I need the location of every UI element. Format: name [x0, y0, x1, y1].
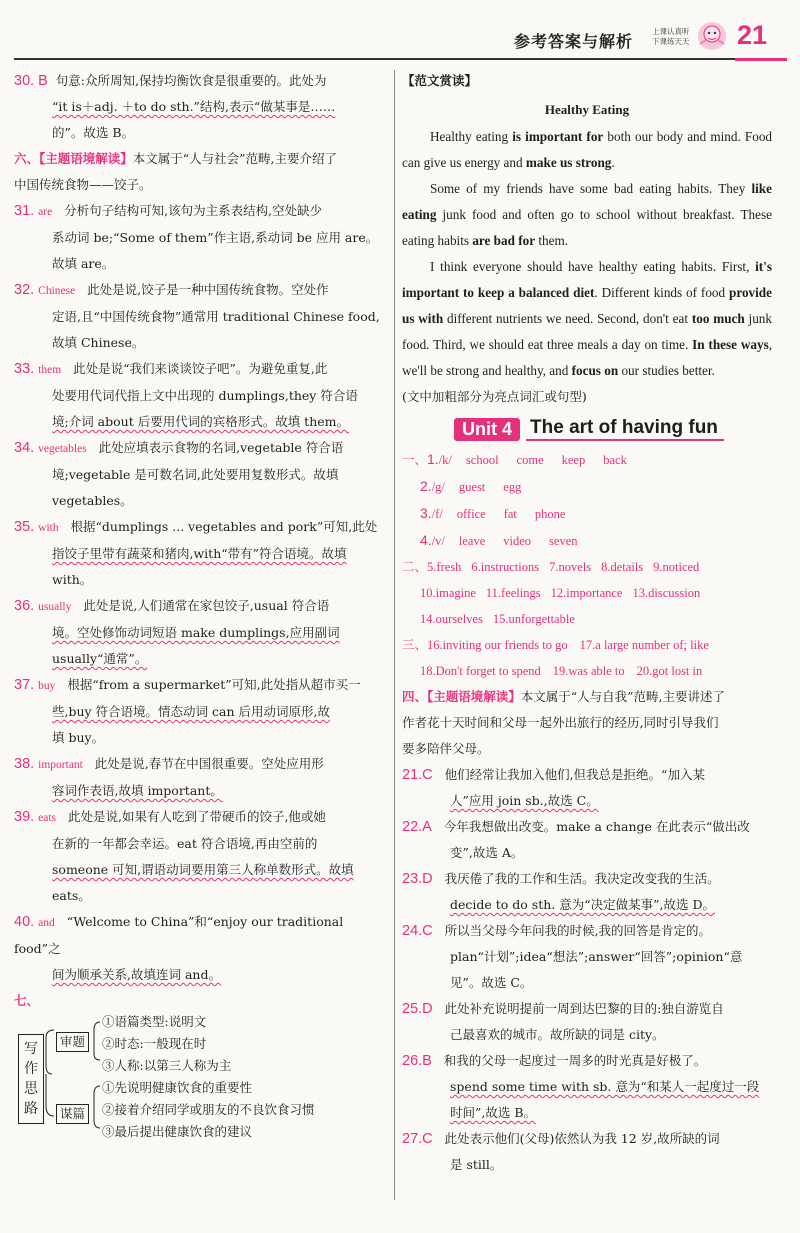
section-2 [402, 554, 772, 632]
q-text-1: 此处应填表示食物的名词,vegetable 符合语 [98, 440, 344, 455]
outline-item: ①先说明健康饮食的重要性 [102, 1080, 253, 1095]
q-text-1: 分析句子结构可知,该句为主系表结构,空处缺少 [64, 203, 323, 218]
q-text-1: 此处表示他们(父母)依然认为我 12 岁,故所缺的词 [444, 1131, 720, 1146]
answer-40 [14, 909, 388, 988]
review-label: 审题 [56, 1032, 89, 1052]
q-text-1: 句意:众所周知,保持均衡饮食是很重要的。此处为 [55, 73, 327, 88]
q-answer: vegetables [38, 443, 87, 455]
section-4-intro [402, 684, 772, 762]
vocab-row: 4./v/ leave video seven [420, 532, 578, 548]
q-answer: them [38, 364, 62, 376]
tagline-line1: 上课认真听 [652, 27, 690, 36]
answer-22 [402, 814, 772, 866]
outline-item: ②接着介绍同学或朋友的不良饮食习惯 [102, 1102, 315, 1117]
q-text-1: 今年我想做出改变。make a change 在此表示“做出改 [443, 819, 750, 834]
q-answer: usually [38, 601, 72, 613]
answer-25 [402, 996, 772, 1048]
q-text-2: 系动词 be;“Some of them”作主语,系动词 be 应用 are。 [52, 230, 379, 245]
q-text-1: 此处是说,春节在中国很重要。空处应用形 [94, 756, 324, 771]
answer-26 [402, 1048, 772, 1126]
section-6-intro [14, 146, 388, 198]
answer-row: 10.imagine 11.feelings 12.importance 13.discussion [420, 586, 701, 600]
q-answer: eats [38, 812, 57, 824]
essay-title: Healthy Eating [544, 102, 630, 117]
section-6-text-1: 本文属于“人与社会”范畴,主要介绍了 [132, 151, 338, 166]
header-accent-bar [735, 58, 787, 61]
unit-title: The art of having fun [526, 417, 724, 441]
section-7-head: 七、 [14, 993, 40, 1008]
q-text-2: 间为顺承关系,故填连词 and。 [52, 967, 221, 982]
q-text-1: 此处是说“我们来谈谈饺子吧”。为避免重复,此 [73, 361, 328, 376]
section-7 [14, 988, 388, 1139]
q-text-3: vegetables。 [52, 493, 133, 508]
tagline-line2: 下课练天天 [652, 37, 690, 46]
q-text-2: 容词作表语,故填 important。 [52, 783, 223, 798]
answer-row: 三、16.inviting our friends to go 17.a large number of; like [402, 638, 709, 652]
q-text-2: 己最喜欢的城市。故所缺的词是 city。 [450, 1027, 665, 1042]
q-text-2: 人”应用 join sb.,故选 C。 [450, 793, 599, 808]
q-text-3: 境;介词 about 后要用代词的宾格形式。故填 them。 [52, 414, 350, 429]
answer-38 [14, 751, 388, 804]
answer-24 [402, 918, 772, 996]
q-answer: D [422, 1001, 433, 1017]
essay-paragraph-1: Healthy eating is important for both our body and mind. Food can give us energy and make us strong. [402, 129, 773, 170]
q-number: 36. [14, 598, 35, 614]
q-number: 39. [14, 809, 35, 825]
q-number: 40. [14, 914, 35, 930]
page-header [0, 0, 800, 62]
q-answer: and [38, 917, 55, 929]
q-answer: D [422, 871, 433, 887]
right-column [402, 68, 772, 1178]
answer-35 [14, 514, 388, 593]
answer-row: 二、5.fresh 6.instructions 7.novels 8.details 9.noticed [402, 560, 700, 574]
section-6-text-2: 中国传统食物——饺子。 [14, 177, 152, 192]
q-text-1: “Welcome to China”和“enjoy our traditional food”之 [14, 914, 344, 956]
outline-item: ③人称:以第三人称为主 [102, 1058, 232, 1073]
q-number: 23. [402, 871, 423, 887]
q-answer: with [38, 522, 59, 534]
answer-21 [402, 762, 772, 814]
vocab-row: 一、1./k/ school come keep back [402, 451, 627, 467]
answer-23 [402, 866, 772, 918]
q-text-3: 的”。故选 B。 [52, 125, 135, 140]
q-text-2: 指饺子里带有蔬菜和猪肉,with“带有”符合语境。故填 [52, 546, 347, 561]
q-text-3: someone 可知,谓语动词要用第三人称单数形式。故填 [52, 862, 354, 877]
q-answer: are [38, 206, 53, 218]
q-number: 25. [402, 1001, 423, 1017]
header-divider [14, 58, 784, 60]
q-answer: B [422, 1053, 432, 1069]
vocab-row: 3./f/ office fat phone [420, 505, 566, 521]
answer-31 [14, 198, 388, 277]
q-number: 38. [14, 756, 35, 772]
answer-37 [14, 672, 388, 751]
unit-banner [454, 416, 772, 442]
section-6-head: 六、【主题语境解读】 [14, 151, 133, 166]
section-3 [402, 632, 772, 684]
page-number: 21 [737, 20, 768, 50]
q-text-3: 填 buy。 [52, 730, 105, 745]
q-text-3: 故填 are。 [52, 256, 115, 271]
q-number: 31. [14, 203, 35, 219]
q-number: 30. [14, 73, 35, 89]
answer-row: 18.Don't forget to spend 19.was able to 20.got lost in [420, 664, 703, 678]
q-answer: C [422, 767, 433, 783]
q-text-2: spend some time with sb. 意为“和某人一起度过一段 [450, 1079, 760, 1094]
answer-34 [14, 435, 388, 514]
q-number: 27. [402, 1131, 423, 1147]
q-text-2: 境。空处修饰动词短语 make dumplings,应用副词 [52, 625, 340, 640]
q-text-1: 所以当父母今年问我的时候,我的回答是肯定的。 [444, 923, 712, 938]
q-text-2: 些,buy 符合语境。情态动词 can 后用动词原形,故 [52, 704, 330, 719]
q-answer: important [38, 759, 83, 771]
mascot-logo-icon [694, 18, 730, 54]
q-text-1: 此处是说,如果有人吃到了带硬币的饺子,他或她 [67, 809, 326, 824]
outline-item: ②时态:一般现在时 [102, 1036, 207, 1051]
q-text-4: eats。 [52, 888, 91, 903]
q-text-1: 此处是说,人们通常在家包饺子,usual 符合语 [83, 598, 330, 613]
q-text-1: 他们经常让我加入他们,但我总是拒绝。“加入某 [444, 767, 705, 782]
header-title: 参考答案与解析 [514, 32, 634, 51]
q-answer: B [38, 73, 48, 89]
q-text-2: “it is＋adj. ＋to do sth.”结构,表示“做某事是…… [52, 99, 336, 114]
q-text-3: 见”。故选 C。 [450, 975, 533, 990]
structure-label: 谋篇 [56, 1104, 89, 1124]
q-text-3: 时间”,故选 B。 [450, 1105, 537, 1120]
answer-row: 14.ourselves 15.unforgettable [420, 612, 575, 626]
q-number: 37. [14, 677, 35, 693]
q-answer: C [422, 923, 433, 939]
essay-note: (文中加粗部分为亮点词汇或句型) [402, 389, 587, 404]
q-text-2: 境;vegetable 是可数名词,此处要用复数形式。故填 [52, 467, 339, 482]
section-1 [402, 446, 772, 554]
q-text-1: 根据“dumplings ... vegetables and pork”可知,此处 [70, 519, 378, 534]
left-column [14, 68, 388, 1139]
essay-paragraph-3: I think everyone should have healthy eating habits. First, it's important to keep a balanced diet. Different kinds of food provide us with different nutrients we need. Second, don't eat too much junk food. Third, we should eat three meals a day on time. In these ways, we'll be strong and healthy, and focus on our studies better. [402, 259, 772, 378]
q-text-3: 故填 Chinese。 [52, 335, 145, 350]
q-number: 32. [14, 282, 35, 298]
answer-27 [402, 1126, 772, 1178]
model-essay-head: 【范文赏读】 [402, 73, 478, 88]
q-text-2: 处要用代词代指上文中出现的 dumplings,they 符合语 [52, 388, 358, 403]
q-text-2: 定语,且“中国传统食物”通常用 traditional Chinese food, [52, 309, 380, 324]
model-essay [402, 96, 772, 384]
q-answer: A [422, 819, 432, 835]
q-text-2: 是 still。 [450, 1157, 503, 1172]
q-text-1: 此处是说,饺子是一种中国传统食物。空处作 [87, 282, 329, 297]
q-answer: buy [38, 680, 56, 692]
answer-36 [14, 593, 388, 672]
q-number: 35. [14, 519, 35, 535]
q-text-2: 在新的一年都会幸运。eat 符合语境,再由空前的 [52, 836, 318, 851]
q-number: 26. [402, 1053, 423, 1069]
section-4-text-3: 要多陪伴父母。 [402, 741, 490, 756]
q-text-3: usually“通常”。 [52, 651, 148, 666]
q-text-3: with。 [52, 572, 93, 587]
q-text-1: 根据“from a supermarket”可知,此处指从超市买一 [67, 677, 361, 692]
answer-33 [14, 356, 388, 435]
outline-item: ①语篇类型:说明文 [102, 1014, 207, 1029]
q-text-1: 和我的父母一起度过一周多的时光真是好极了。 [443, 1053, 707, 1068]
q-number: 21. [402, 767, 423, 783]
answer-39 [14, 804, 388, 909]
answer-32 [14, 277, 388, 356]
section-4-text-2: 作者花十天时间和父母一起外出旅行的经历,同时引导我们 [402, 715, 719, 730]
section-4-text-1: 本文属于“人与自我”范畴,主要讲述了 [520, 689, 726, 704]
q-answer: C [422, 1131, 433, 1147]
unit-badge: Unit 4 [454, 418, 520, 441]
q-number: 33. [14, 361, 35, 377]
outline-item: ③最后提出健康饮食的建议 [102, 1124, 253, 1139]
answer-30 [14, 68, 388, 146]
header-tagline [652, 27, 690, 47]
q-number: 24. [402, 923, 423, 939]
q-answer: Chinese [38, 285, 76, 297]
q-text-1: 此处补充说明提前一周到达巴黎的目的:独自游览自 [444, 1001, 724, 1016]
q-number: 22. [402, 819, 423, 835]
section-4-head: 四、【主题语境解读】 [402, 689, 521, 704]
column-divider [394, 70, 395, 1200]
q-text-1: 我厌倦了我的工作和生活。我决定改变我的生活。 [444, 871, 720, 886]
writing-idea-label: 写 作 思 路 [18, 1034, 44, 1124]
q-text-2: plan“计划”;idea“想法”;answer“回答”;opinion“意 [450, 949, 743, 964]
q-number: 34. [14, 440, 35, 456]
essay-paragraph-2: Some of my friends have some bad eating habits. They like eating junk food and often go to school without breakfast. These eating habits are bad for them. [402, 181, 772, 248]
q-text-2: decide to do sth. 意为“决定做某事”,故选 D。 [450, 897, 715, 912]
writing-outline [14, 1014, 388, 1139]
q-text-2: 变”,故选 A。 [450, 845, 524, 860]
vocab-row: 2./g/ guest egg [420, 478, 522, 494]
